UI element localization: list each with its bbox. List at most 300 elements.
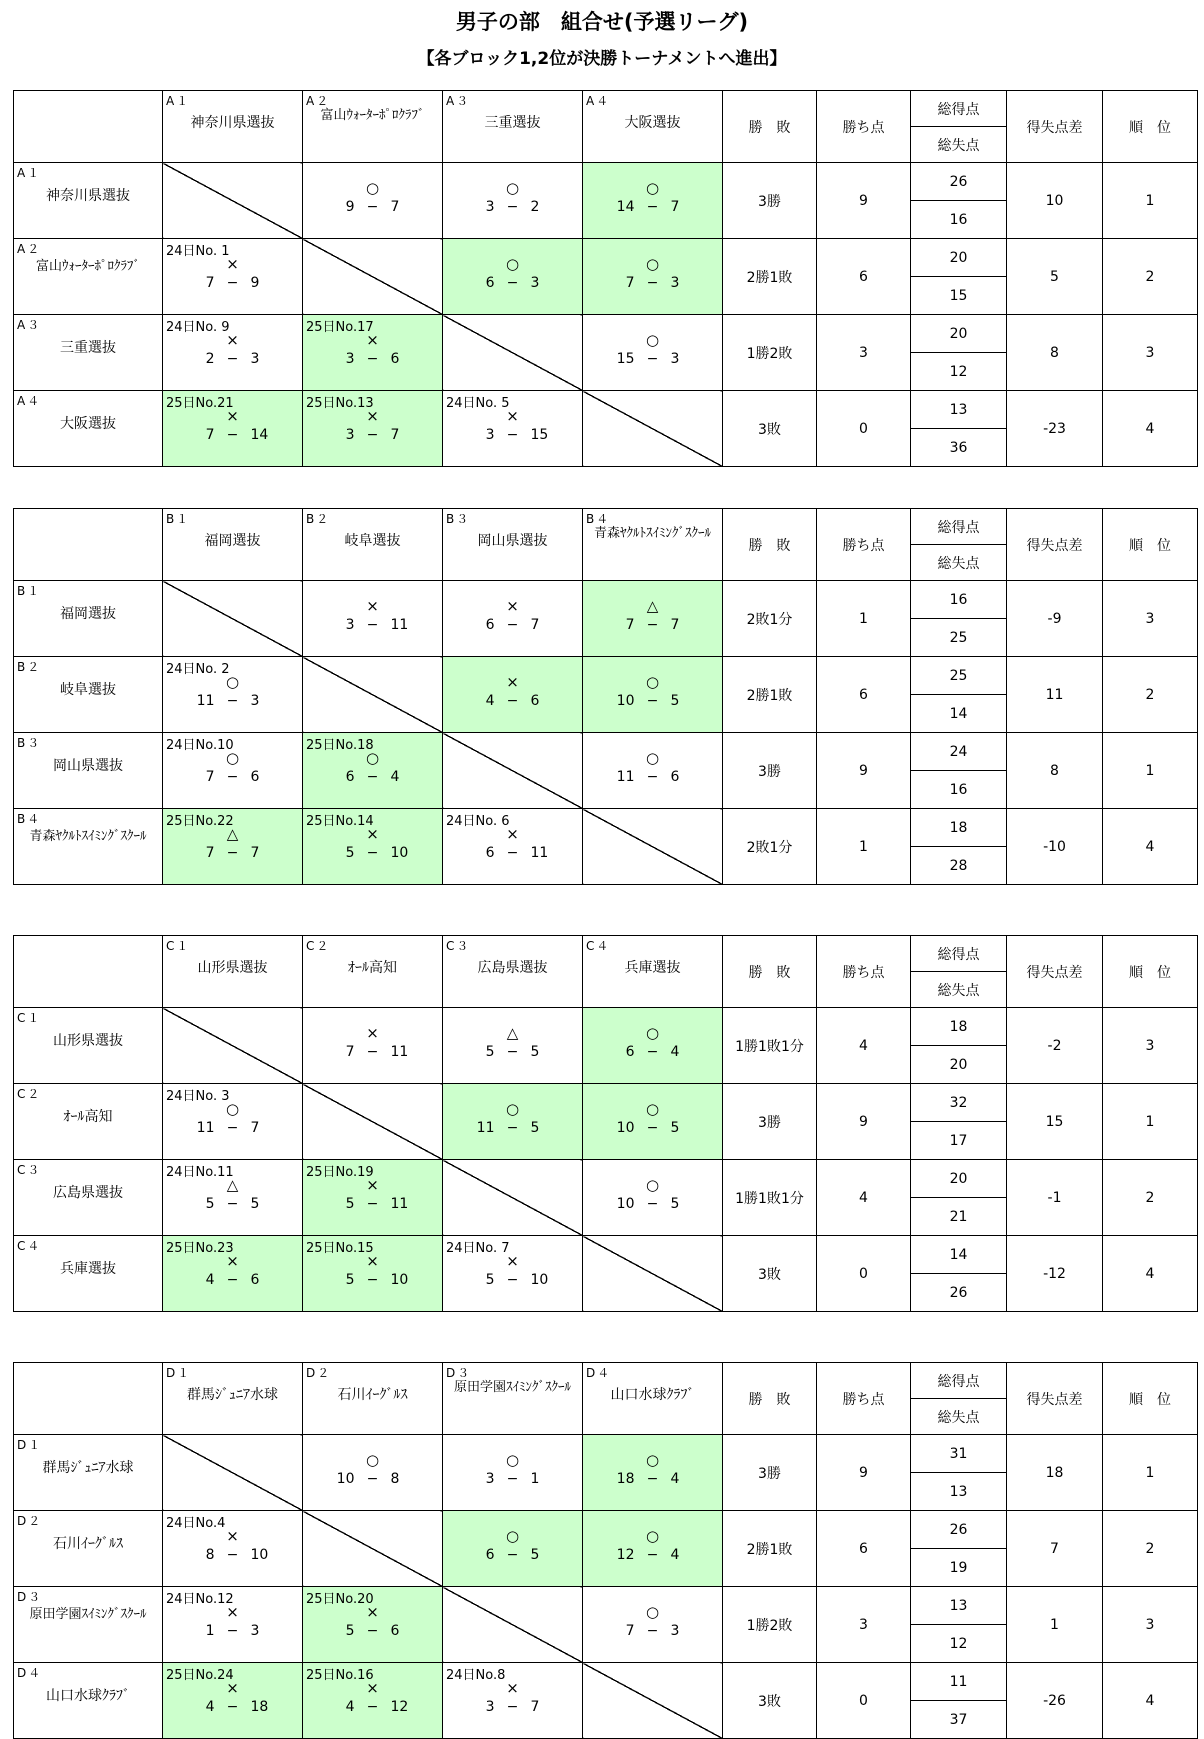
match-cell [583,733,723,809]
diff-cell [1007,809,1103,885]
goals-for-cell [911,1160,1007,1198]
score [303,769,442,785]
score-against: 3 [670,1623,680,1639]
goals-against-cell-text: 37 [949,1711,968,1728]
score-for: 10 [616,693,635,709]
rank-cell [1103,1587,1198,1663]
game-number: 25日No.16 [306,1668,374,1683]
record-header [723,509,817,581]
score [163,1623,302,1639]
goals-for-cell [911,391,1007,429]
points-cell-text: 0 [859,1692,868,1709]
score [443,1547,582,1563]
table-row [14,733,1198,771]
score [163,1272,302,1288]
record-cell-text: 3敗 [758,421,781,438]
score-for: 6 [485,275,495,291]
team-code: A１ [17,166,42,180]
match-cell [583,163,723,239]
goals-against-cell-text: 26 [949,1284,968,1301]
diagonal-cell [443,1160,583,1236]
points-cell-text: 9 [859,192,868,209]
goals-against-cell [911,1198,1007,1236]
score-dash: − [646,275,659,291]
rank-cell [1103,1084,1198,1160]
record-cell-text: 2敗1分 [746,611,793,628]
result-mark: ○ [645,331,660,349]
table-row [14,391,1198,429]
diff-cell [1007,1160,1103,1236]
game-number: 25日No.15 [306,1241,374,1256]
points-cell [817,1084,911,1160]
team-code: D２ [306,1366,332,1380]
result-mark: ○ [645,1451,660,1469]
score-dash: − [366,1044,379,1060]
column-team-header [583,1363,723,1435]
goals-for-cell-text: 18 [949,1018,968,1035]
row-team-header [14,1435,163,1511]
score-dash: − [506,1547,519,1563]
record-cell-text: 1勝1敗1分 [735,1038,804,1055]
match-cell [303,1435,443,1511]
match-cell [583,1587,723,1663]
rank-cell [1103,809,1198,885]
score-dash: − [506,1044,519,1060]
score-dash: − [366,1699,379,1715]
rank-cell [1103,239,1198,315]
score-for: 6 [485,1547,495,1563]
goals-for-header [911,509,1007,545]
record-cell [723,1084,817,1160]
corner-cell [14,1363,163,1435]
score-for: 5 [345,1196,355,1212]
match-cell [163,391,303,467]
team-code: C２ [17,1087,42,1101]
goals-for-header [911,1363,1007,1399]
score-dash: − [506,1272,519,1288]
goals-for-cell-text: 26 [949,173,968,190]
rank-cell-text: 4 [1145,1692,1155,1709]
score [303,845,442,861]
record-cell-text: 3勝 [758,1114,781,1131]
match-cell [303,1663,443,1739]
rank-cell-text: 2 [1145,1189,1155,1206]
game-number: 25日No.23 [166,1241,234,1256]
result-mark: ○ [645,1176,660,1194]
result-mark: ○ [645,1024,660,1042]
diff-cell-text: 18 [1045,1464,1064,1481]
score-for: 6 [625,1044,635,1060]
goals-for-cell-text: 16 [949,591,968,608]
points-cell [817,1236,911,1312]
diagonal-cell [303,1511,443,1587]
diff-cell [1007,1084,1103,1160]
match-cell [443,809,583,885]
row-team-header [14,163,163,239]
result-mark: × [506,1679,519,1697]
game-number: 25日No.20 [306,1592,374,1607]
corner-cell [14,509,163,581]
score-for: 3 [345,427,355,443]
match-cell [583,1160,723,1236]
points-cell [817,809,911,885]
score-against: 3 [250,693,260,709]
diff-cell [1007,1511,1103,1587]
result-mark: △ [226,825,239,843]
match-cell [443,1084,583,1160]
team-name: 岐阜選抜 [60,682,116,698]
score-against: 6 [250,769,260,785]
result-mark: ○ [365,179,380,197]
match-cell [303,163,443,239]
record-cell-text: 2敗1分 [746,839,793,856]
record-cell [723,1008,817,1084]
record-header-text: 勝 敗 [748,964,791,981]
diagonal-cell [303,239,443,315]
score [443,275,582,291]
rank-cell-text: 2 [1145,1540,1155,1557]
column-team-header [163,91,303,163]
points-cell [817,1587,911,1663]
score-dash: − [226,1272,239,1288]
score-for: 7 [205,845,215,861]
points-cell [817,163,911,239]
record-cell [723,809,817,885]
goals-for-header [911,91,1007,127]
corner-cell [14,936,163,1008]
result-mark: × [366,407,379,425]
result-mark: △ [506,1024,519,1042]
score-for: 5 [345,845,355,861]
score-against: 14 [250,427,269,443]
score-dash: − [366,351,379,367]
match-cell [583,239,723,315]
result-mark: ○ [225,1100,240,1118]
score-dash: − [366,1471,379,1487]
score-dash: − [226,351,239,367]
game-number: 24日No.4 [166,1516,226,1531]
score-dash: − [646,1471,659,1487]
team-name: ｵｰﾙ高知 [348,960,397,976]
record-cell [723,1435,817,1511]
column-team-header [163,1363,303,1435]
score-for: 11 [616,769,635,785]
score-dash: − [506,1699,519,1715]
game-number: 25日No.17 [306,320,374,335]
goals-against-header-text: 総失点 [937,137,980,154]
score-for: 5 [485,1272,495,1288]
points-header [817,936,911,1008]
match-cell [303,1160,443,1236]
table-row [14,1236,1198,1274]
match-cell [443,239,583,315]
row-team-header [14,239,163,315]
goals-for-header-text: 総得点 [937,519,980,536]
points-cell-text: 4 [859,1037,868,1054]
goals-against-cell-text: 13 [949,1483,968,1500]
rank-header-text: 順 位 [1129,964,1171,981]
rank-cell-text: 2 [1145,268,1155,285]
score-dash: − [366,427,379,443]
column-team-header [583,91,723,163]
score-against: 10 [390,845,409,861]
goals-against-cell-text: 16 [949,781,968,798]
score-against: 7 [250,845,260,861]
result-mark: × [506,597,519,615]
rank-cell-text: 1 [1145,192,1155,209]
team-name: 青森ﾔｸﾙﾄｽｲﾐﾝｸﾞｽｸｰﾙ [593,526,711,541]
match-cell [163,315,303,391]
result-mark: ○ [505,255,520,273]
points-cell-text: 9 [859,762,868,779]
diagonal-cell [583,1236,723,1312]
match-cell [303,1587,443,1663]
goals-against-header [911,127,1007,163]
game-number: 25日No.21 [166,396,234,411]
score-dash: − [226,1699,239,1715]
diff-cell [1007,315,1103,391]
score-dash: − [646,351,659,367]
match-cell [443,581,583,657]
score [583,1623,722,1639]
goals-against-cell-text: 28 [949,857,968,874]
diagonal-cell [163,163,303,239]
match-cell [163,1084,303,1160]
diagonal-cell [163,581,303,657]
diff-header [1007,1363,1103,1435]
points-cell-text: 6 [859,268,868,285]
team-name: 富山ｳｫｰﾀｰﾎﾟﾛｸﾗﾌﾞ [320,108,425,123]
score-for: 5 [205,1196,215,1212]
record-cell-text: 2勝1敗 [746,687,793,704]
team-name: 神奈川県選抜 [46,188,130,204]
score-against: 6 [390,351,400,367]
result-mark: × [226,1603,239,1621]
score-dash: − [226,1120,239,1136]
result-mark: △ [646,597,659,615]
score-dash: − [366,1623,379,1639]
score-dash: − [506,1471,519,1487]
score-for: 8 [205,1547,215,1563]
team-code: C１ [166,939,191,953]
game-number: 24日No.10 [166,738,234,753]
match-cell [163,1511,303,1587]
score-against: 6 [250,1272,260,1288]
row-team-header [14,1663,163,1739]
column-team-header [163,936,303,1008]
rank-cell-text: 1 [1145,762,1155,779]
team-code: C３ [17,1163,42,1177]
result-mark: × [366,1603,379,1621]
goals-for-cell-text: 32 [949,1094,968,1111]
team-code: D２ [17,1514,43,1528]
diff-cell [1007,391,1103,467]
score [303,351,442,367]
diff-cell-text: -23 [1043,420,1066,437]
goals-for-header [911,936,1007,972]
score-against: 11 [390,1196,409,1212]
score [163,1547,302,1563]
match-cell [303,733,443,809]
goals-for-cell-text: 20 [949,325,968,342]
table-row [14,1160,1198,1198]
match-cell [583,657,723,733]
team-code: C４ [17,1239,42,1253]
column-team-header [443,936,583,1008]
goals-against-cell-text: 15 [949,287,968,304]
match-cell [443,163,583,239]
diff-cell-text: -9 [1047,610,1062,627]
rank-cell-text: 3 [1145,1616,1155,1633]
diff-cell [1007,733,1103,809]
score [303,1471,442,1487]
score-against: 5 [670,1196,680,1212]
match-cell [583,1511,723,1587]
column-team-header [443,1363,583,1435]
points-cell [817,239,911,315]
goals-for-cell [911,1008,1007,1046]
team-code: A２ [306,94,331,108]
score-dash: − [226,275,239,291]
score-against: 7 [390,427,400,443]
goals-for-header-text: 総得点 [937,1373,980,1390]
team-code: A１ [166,94,191,108]
score-for: 3 [485,1471,495,1487]
score-dash: − [366,1196,379,1212]
team-name: 富山ｳｫｰﾀｰﾎﾟﾛｸﾗﾌﾞ [35,259,140,274]
points-header-text: 勝ち点 [842,964,885,981]
rank-header-text: 順 位 [1129,119,1171,136]
diagonal-cell [583,1663,723,1739]
score-dash: − [366,769,379,785]
score-for: 7 [205,427,215,443]
record-cell [723,1236,817,1312]
record-cell-text: 3敗 [758,1693,781,1710]
score-for: 7 [205,769,215,785]
score [583,769,722,785]
score-dash: − [646,693,659,709]
score-against: 6 [530,693,540,709]
score-against: 3 [670,351,680,367]
rank-cell [1103,391,1198,467]
score-against: 5 [250,1196,260,1212]
diff-cell [1007,1663,1103,1739]
goals-for-cell-text: 14 [949,1246,968,1263]
goals-for-header-text: 総得点 [937,946,980,963]
points-cell-text: 9 [859,1113,868,1130]
column-team-header [163,509,303,581]
diff-cell-text: 10 [1045,192,1064,209]
team-code: A４ [17,394,42,408]
diff-cell-text: 8 [1050,344,1059,361]
team-name: 岡山県選抜 [477,533,548,549]
rank-cell-text: 1 [1145,1113,1155,1130]
goals-against-cell [911,1549,1007,1587]
diff-header-text: 得失点差 [1026,119,1083,136]
score-dash: − [506,275,519,291]
result-mark: ○ [645,1527,660,1545]
score-for: 15 [616,351,635,367]
diff-header [1007,936,1103,1008]
score [583,1196,722,1212]
match-cell [163,239,303,315]
rank-header-text: 順 位 [1129,537,1171,554]
score-dash: − [226,1623,239,1639]
score [583,617,722,633]
team-code: B４ [17,812,42,826]
table-row [14,1008,1198,1046]
score-against: 4 [670,1547,680,1563]
score-dash: − [646,199,659,215]
goals-for-cell [911,1511,1007,1549]
match-cell [583,581,723,657]
points-cell [817,315,911,391]
result-mark: ○ [365,1451,380,1469]
column-team-header [583,509,723,581]
score [163,769,302,785]
score-for: 6 [345,769,355,785]
match-cell [163,657,303,733]
record-cell [723,657,817,733]
score-dash: − [366,1272,379,1288]
team-code: D１ [166,1366,192,1380]
result-mark: × [506,1252,519,1270]
team-name: 石川ｲｰｸﾞﾙｽ [337,1387,408,1403]
score-against: 3 [250,351,260,367]
team-name: 広島県選抜 [477,960,548,976]
score-against: 11 [530,845,549,861]
goals-against-cell-text: 20 [949,1056,968,1073]
diff-cell [1007,239,1103,315]
record-cell-text: 3勝 [758,193,781,210]
score-against: 7 [670,199,680,215]
goals-for-cell-text: 13 [949,401,968,418]
score-against: 4 [670,1044,680,1060]
diagonal-cell [443,733,583,809]
score-against: 10 [250,1547,269,1563]
goals-against-cell [911,353,1007,391]
team-code: D３ [446,1366,472,1380]
result-mark: × [226,331,239,349]
score [443,1272,582,1288]
diff-header-text: 得失点差 [1026,964,1083,981]
score [303,1044,442,1060]
match-cell [303,581,443,657]
game-number: 24日No. 3 [166,1089,230,1104]
page-title: 男子の部 組合せ(予選リーグ) [455,10,749,34]
row-team-header [14,1160,163,1236]
points-cell-text: 0 [859,1265,868,1282]
row-team-header [14,391,163,467]
rank-cell-text: 4 [1145,838,1155,855]
score-dash: − [646,1623,659,1639]
rank-cell-text: 4 [1145,1265,1155,1282]
result-mark: ○ [645,749,660,767]
score-against: 9 [250,275,260,291]
column-team-header [303,1363,443,1435]
column-team-header [443,91,583,163]
league-table [13,1362,1198,1739]
league-table [13,508,1198,885]
result-mark: × [366,1679,379,1697]
goals-for-cell [911,163,1007,201]
team-code: D１ [17,1438,43,1452]
result-mark: ○ [645,673,660,691]
score [583,275,722,291]
match-cell [443,1008,583,1084]
score-against: 4 [390,769,400,785]
match-cell [443,657,583,733]
